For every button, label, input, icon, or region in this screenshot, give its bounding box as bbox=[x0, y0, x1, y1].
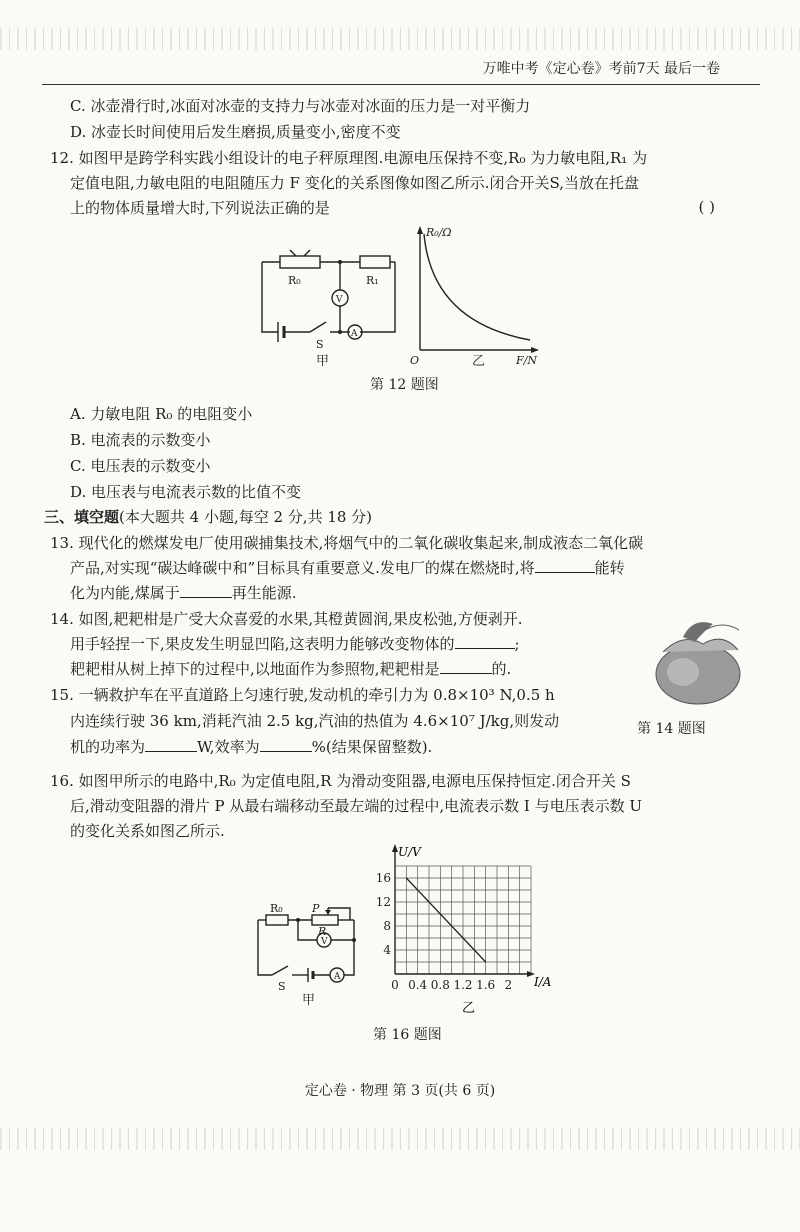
q15-line1: 15. 一辆救护车在平直道路上匀速行驶,发动机的牵引力为 0.8×10³ N,0.5 h bbox=[50, 686, 555, 704]
q14-fruit-image bbox=[643, 612, 748, 712]
q14-blank-2[interactable] bbox=[440, 659, 492, 674]
q13-blank-2[interactable] bbox=[180, 583, 232, 598]
q16-label-r: R bbox=[318, 925, 327, 938]
q15-blank-2[interactable] bbox=[260, 737, 312, 752]
q16-chart-xlabel: I/A bbox=[534, 975, 552, 989]
q15-blank-1[interactable] bbox=[145, 737, 197, 752]
q16-ytick-label: 12 bbox=[375, 895, 391, 909]
q16-circuit bbox=[250, 900, 360, 1010]
q16-chart-ylabel: U/V bbox=[398, 845, 421, 859]
q12-option-c: C. 电压表的示数变小 bbox=[70, 457, 211, 475]
q12-label-a: A bbox=[351, 329, 358, 339]
q15-line2: 内连续行驶 36 km,消耗汽油 2.5 kg,汽油的热值为 4.6×10⁷ J/kg,则发动 bbox=[70, 712, 560, 730]
q12-graph-origin: O bbox=[410, 354, 420, 367]
q12-label-r1: R₁ bbox=[366, 274, 379, 287]
q12-stem-line3: 上的物体质量增大时,下列说法正确的是 bbox=[70, 199, 330, 217]
q14-line3 bbox=[70, 659, 511, 679]
q14-line3-tail: 的. bbox=[491, 660, 512, 678]
q12-r1-resistor bbox=[360, 256, 390, 268]
q14-blank-1[interactable] bbox=[455, 634, 515, 649]
q12-graph-ylabel: R₀/Ω bbox=[426, 226, 452, 239]
q16-line1: 16. 如图甲所示的电路中,R₀ 为定值电阻,R 为滑动变阻器,电源电压保持恒定.闭合开关 S bbox=[50, 772, 631, 790]
q13-blank-1[interactable] bbox=[535, 558, 595, 573]
q15-line3 bbox=[70, 737, 432, 757]
q12-option-b: B. 电流表的示数变小 bbox=[70, 431, 211, 449]
q14-line2-text: 用手轻捏一下,果皮发生明显凹陷,这表明力能够改变物体的 bbox=[70, 635, 455, 653]
q13-line1: 13. 现代化的燃煤发电厂使用碳捕集技术,将烟气中的二氧化碳收集起来,制成液态二氧化碳 bbox=[50, 534, 644, 552]
q14-line2 bbox=[70, 634, 520, 654]
q14-caption: 第 14 题图 bbox=[637, 721, 706, 737]
q16-label-r0: R₀ bbox=[270, 902, 283, 915]
q12-label-yi: 乙 bbox=[472, 354, 486, 369]
q12-option-d: D. 电压表与电流表示数的比值不变 bbox=[70, 483, 302, 501]
q16-ytick-label: 4 bbox=[383, 943, 391, 957]
q16-rheostat bbox=[312, 915, 338, 925]
q12-stem-line2: 定值电阻,力敏电阻的电阻随压力 F 变化的关系图像如图乙所示.闭合开关S,当放在托盘 bbox=[70, 174, 639, 192]
q14-line2-tail: ; bbox=[514, 635, 520, 653]
q14-line1: 14. 如图,耙耙柑是广受大众喜爱的水果,其橙黄圆润,果皮松弛,方便剥开. bbox=[50, 610, 523, 628]
q15-line3-mid: W,效率为 bbox=[197, 738, 260, 756]
scan-noise-bottom bbox=[0, 1128, 800, 1150]
q15-line3-tail: %(结果保留整数). bbox=[311, 738, 433, 756]
q13-line2 bbox=[70, 558, 625, 578]
q16-ytick-label: 16 bbox=[375, 871, 391, 885]
q13-line3-tail: 再生能源. bbox=[231, 584, 297, 602]
q16-chart bbox=[368, 842, 568, 1022]
q13-line3 bbox=[70, 583, 297, 603]
q12-label-jia: 甲 bbox=[316, 354, 330, 369]
q16-xtick-label: 2 bbox=[504, 978, 513, 992]
q12-label-s: S bbox=[316, 338, 324, 351]
q13-line3-text: 化为内能,煤属于 bbox=[70, 584, 180, 602]
q12-option-a: A. 力敏电阻 R₀ 的电阻变小 bbox=[70, 405, 253, 423]
q16-xtick-label: 0.8 bbox=[430, 978, 450, 992]
q12-figure bbox=[250, 222, 550, 372]
section-title bbox=[44, 507, 372, 527]
header-rule bbox=[42, 84, 760, 85]
q16-line2: 后,滑动变阻器的滑片 P 从最右端移动至最左端的过程中,电流表示数 I 与电压表示数 U bbox=[70, 797, 643, 815]
q16-label-a: A bbox=[334, 972, 341, 982]
q13-line2-text: 产品,对实现“碳达峰碳中和”目标具有重要意义.发电厂的煤在燃烧时,将 bbox=[70, 559, 535, 577]
q12-stem-line1: 12. 如图甲是跨学科实践小组设计的电子秤原理图.电源电压保持不变,R₀ 为力敏电阻,R₁ 为 bbox=[50, 149, 648, 167]
q12-label-r0: R₀ bbox=[288, 274, 301, 287]
q16-line3: 的变化关系如图乙所示. bbox=[70, 822, 225, 840]
q16-ytick-label: 8 bbox=[383, 919, 391, 933]
scan-noise-top bbox=[0, 28, 800, 50]
q12-graph-xlabel: F/N bbox=[516, 354, 537, 367]
q16-label-s: S bbox=[278, 980, 286, 993]
q12-label-v: V bbox=[336, 295, 343, 305]
section-title-note: (本大题共 4 小题,每空 2 分,共 18 分) bbox=[119, 508, 373, 526]
q12-r0-resistor bbox=[280, 256, 320, 268]
q11-option-c: C. 冰壶滑行时,冰面对冰壶的支持力与冰壶对冰面的压力是一对平衡力 bbox=[70, 97, 531, 115]
q14-line3-text: 耙耙柑从树上掉下的过程中,以地面作为参照物,耙耙柑是 bbox=[70, 660, 440, 678]
page-footer: 定心卷 · 物理 第 3 页(共 6 页) bbox=[304, 1083, 496, 1099]
q13-line2-tail: 能转 bbox=[594, 559, 625, 577]
q12-answer-paren: ( ) bbox=[698, 198, 715, 216]
q11-option-d: D. 冰壶长时间使用后发生磨损,质量变小,密度不变 bbox=[70, 123, 401, 141]
q15-line3-text: 机的功率为 bbox=[70, 738, 146, 756]
q16-xtick-label: 0.4 bbox=[408, 978, 428, 992]
q16-xtick-label: 1.6 bbox=[476, 978, 496, 992]
q16-label-yi: 乙 bbox=[462, 1001, 476, 1016]
q16-label-jia: 甲 bbox=[302, 993, 316, 1008]
q16-xtick-label: 1.2 bbox=[453, 978, 473, 992]
q16-chart-series-line bbox=[406, 878, 485, 962]
q12-curve bbox=[424, 234, 530, 340]
q16-xtick-label: 0 bbox=[391, 978, 399, 992]
q16-caption: 第 16 题图 bbox=[373, 1027, 442, 1043]
series-header: 万唯中考《定心卷》考前7天 最后一卷 bbox=[482, 61, 720, 77]
section-title-main: 三、填空题 bbox=[44, 508, 120, 526]
q16-r0-resistor bbox=[266, 915, 288, 925]
q16-label-v: V bbox=[321, 937, 328, 947]
q12-caption: 第 12 题图 bbox=[370, 377, 439, 393]
q16-label-p: P bbox=[312, 902, 320, 915]
